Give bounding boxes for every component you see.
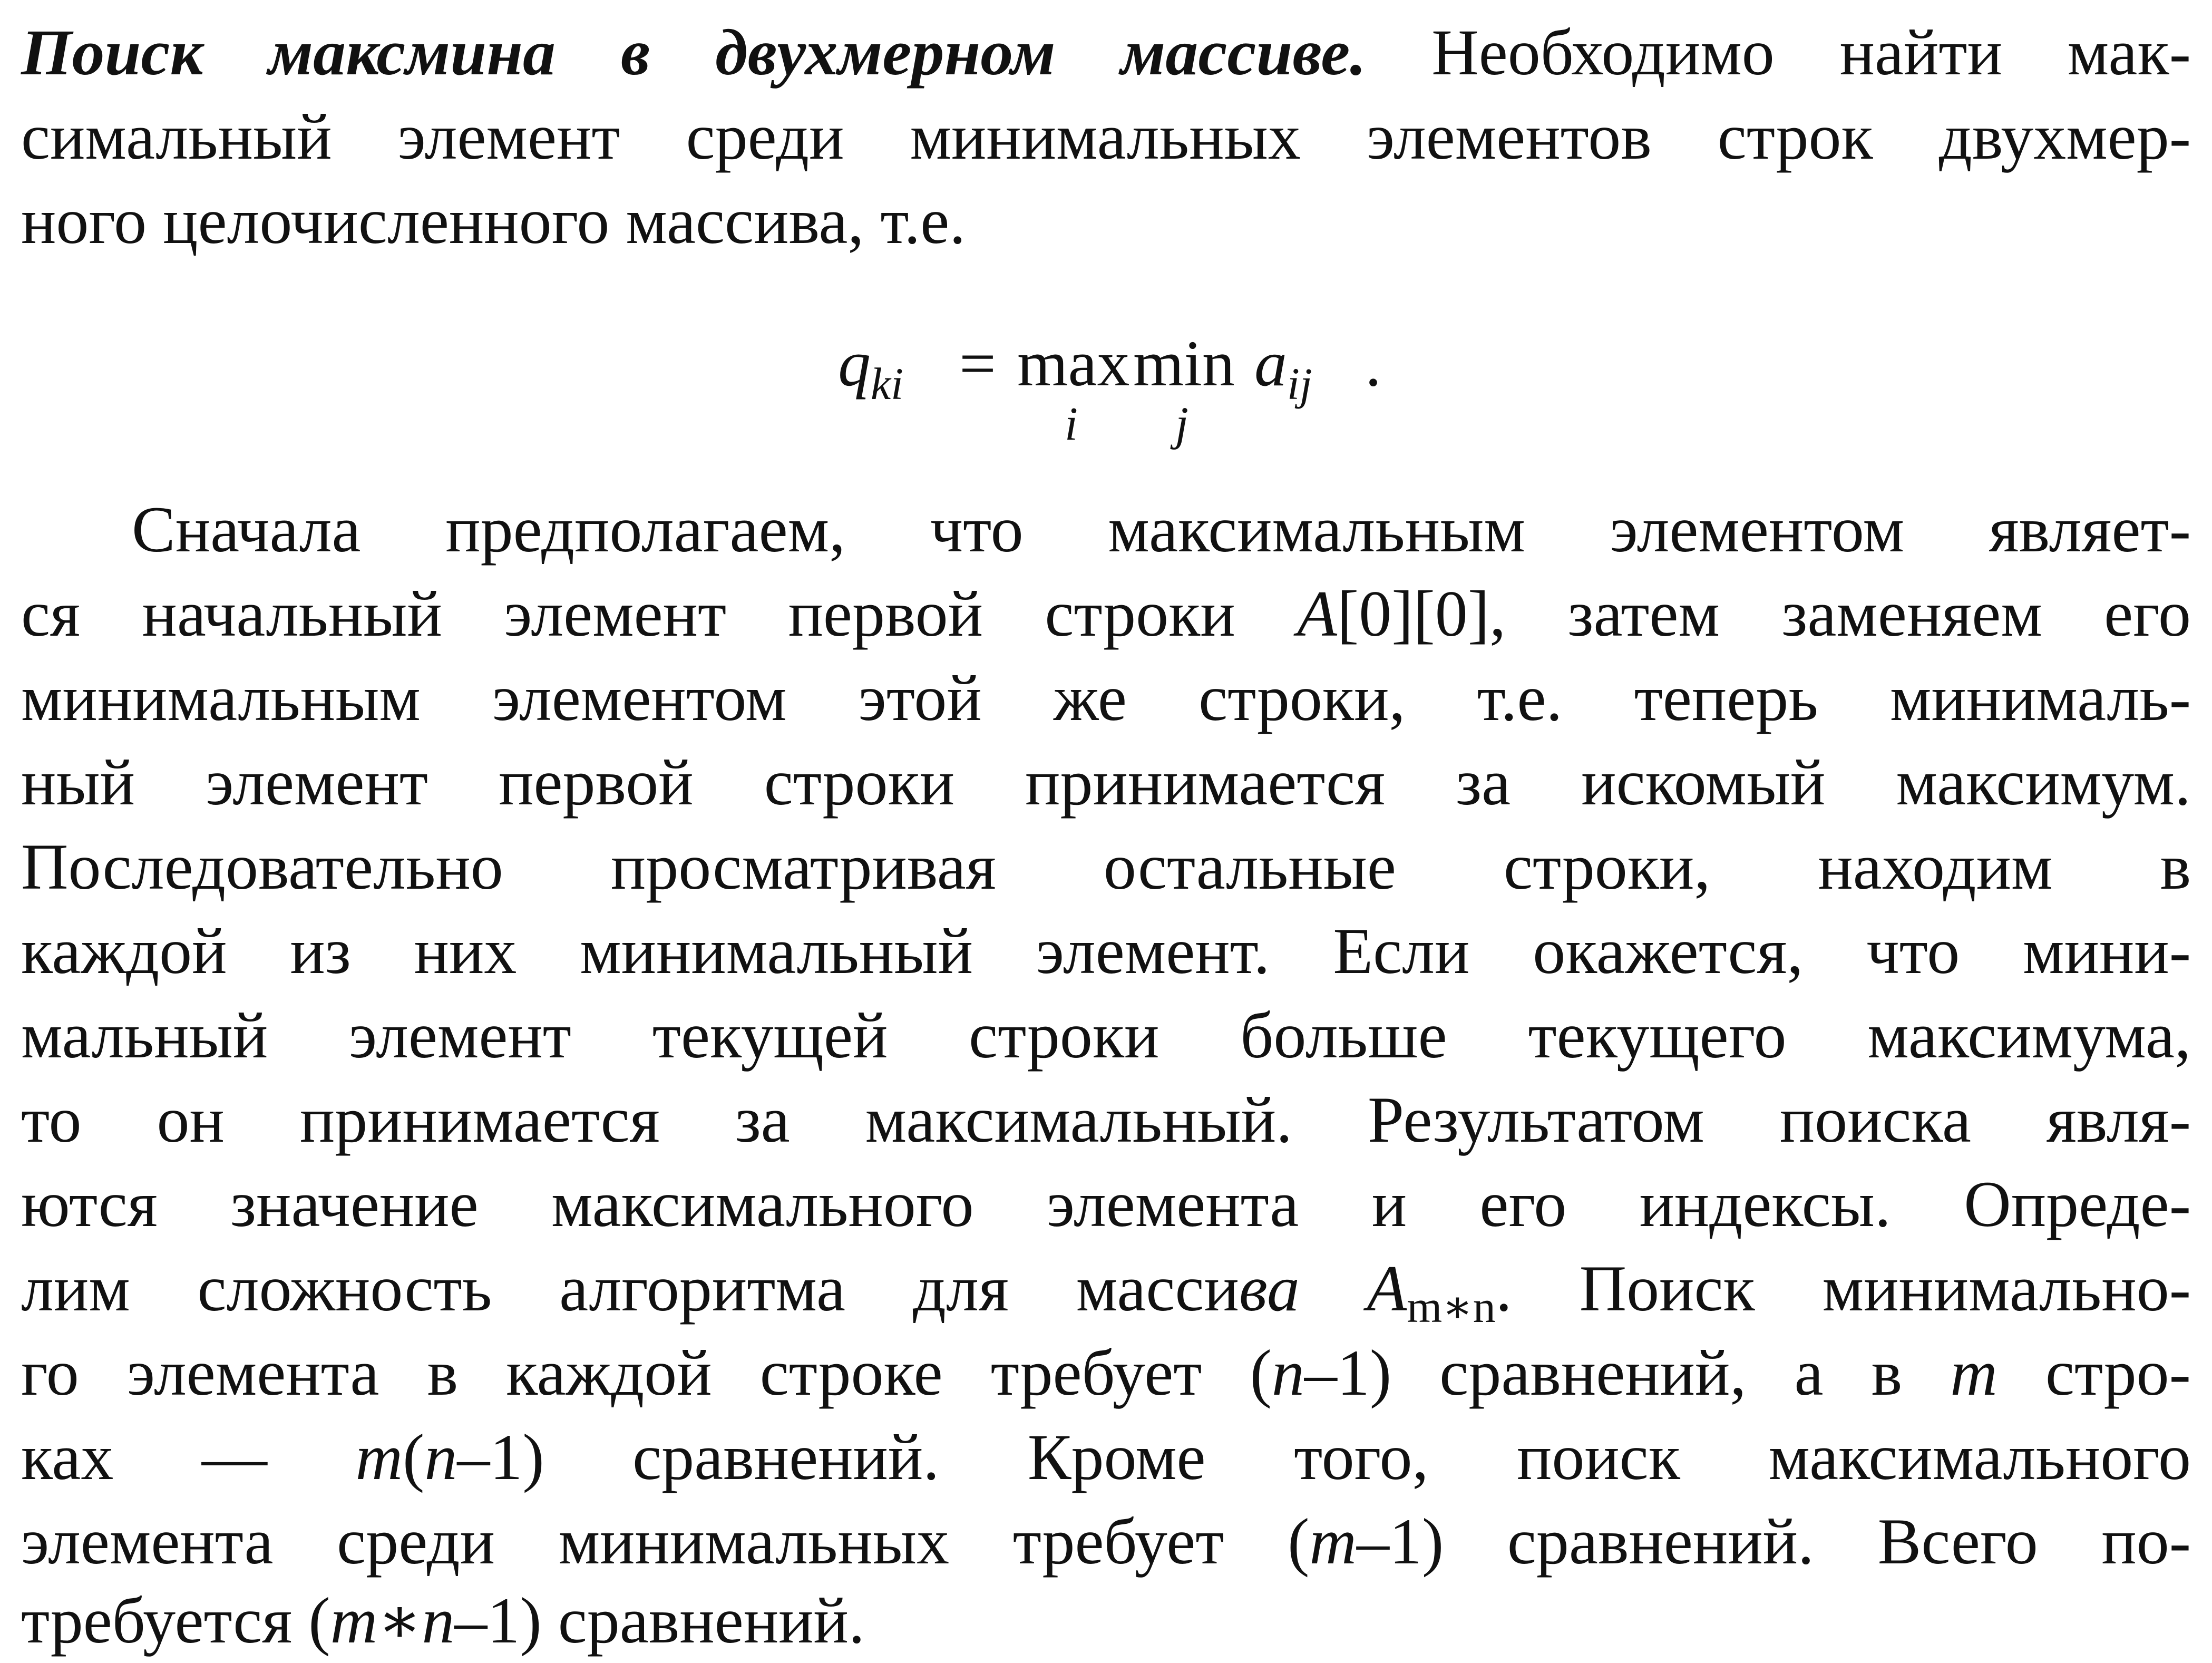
- var-m: m: [1309, 1505, 1357, 1578]
- paragraph-line-6: каждой из них минимальный элемент. Если окажется, что мини-: [21, 915, 2191, 987]
- maxmin-formula: [838, 322, 1418, 459]
- intro-line-3: ного целочисленного массива, т.е.: [21, 185, 966, 257]
- paragraph-line-12-a: ках —: [21, 1421, 356, 1493]
- paragraph-line-11-b: –1) сравнений, а в: [1304, 1337, 1951, 1409]
- var-mn: m∗n: [330, 1584, 455, 1657]
- paragraph-line-12: [21, 1415, 2191, 1500]
- formula-lhs: [838, 322, 903, 412]
- paragraph-line-13: [21, 1500, 2191, 1584]
- paragraph-line-10-b: . Поиск минимально-: [1495, 1252, 2191, 1325]
- formula-rhs-sub: ij: [1287, 358, 1312, 409]
- var-n: n: [1271, 1337, 1304, 1409]
- formula-min: min: [1133, 327, 1235, 400]
- paragraph-line-10: [21, 1247, 2191, 1331]
- paragraph-line-1: Сначала предполагаем, что максимальным элементом являет-: [132, 493, 2191, 566]
- formula-lhs-var: q: [838, 327, 871, 400]
- var-m: m: [355, 1421, 403, 1493]
- section-heading: Поиск максмина в двухмерном массиве.: [21, 16, 1367, 89]
- formula-max-index: i: [1065, 398, 1078, 450]
- paragraph-line-14-a: требуется (: [21, 1584, 330, 1657]
- formula-max: max: [1017, 327, 1130, 400]
- formula-end: .: [1365, 327, 1381, 400]
- paragraph-line-7: мальный элемент текущей строки больше текущего максимума,: [21, 999, 2191, 1072]
- paragraph-line-14: [21, 1579, 2191, 1663]
- formula-rhs-var: a: [1254, 327, 1287, 400]
- paragraph-line-11: [21, 1331, 2191, 1415]
- paragraph-line-4: ный элемент первой строки принимается за искомый максимум.: [21, 746, 2191, 819]
- paragraph-line-11-a: го элемента в каждой строке требует (: [21, 1337, 1272, 1409]
- matrix-var-a: A: [1297, 578, 1337, 650]
- intro-line-2: симальный элемент среди минимальных элементов строк двухмер-: [21, 101, 2191, 173]
- formula-min-index: j: [1175, 398, 1189, 450]
- paragraph-line-3: минимальным элементом этой же строки, т.е. теперь минималь-: [21, 662, 2191, 734]
- paragraph-line-10-a: лим сложность алгоритма для масси: [21, 1252, 1239, 1325]
- formula-lhs-sub: ki: [871, 358, 904, 409]
- paragraph-line-5: Последовательно просматривая остальные строки, находим в: [21, 831, 2191, 903]
- paragraph-line-2-a: ся начальный элемент первой строки: [21, 578, 1298, 650]
- formula-rhs: [1254, 322, 1312, 412]
- intro-line-1: [21, 11, 2191, 95]
- matrix-var-amn: ва A: [1239, 1252, 1407, 1325]
- var-n: n: [424, 1421, 457, 1493]
- paragraph-line-8: то он принимается за максимальный. Результатом поиска явля-: [21, 1084, 2191, 1156]
- paragraph-line-9: ются значение максимального элемента и его индексы. Опреде-: [21, 1168, 2191, 1240]
- paragraph-line-13-b: –1) сравнений. Всего по-: [1356, 1505, 2191, 1578]
- paragraph-line-14-b: –1) сравнений.: [454, 1584, 865, 1657]
- var-m: m: [1950, 1337, 1997, 1409]
- paragraph-line-11-c: стро-: [1997, 1337, 2191, 1409]
- paragraph-line-13-a: элемента среди минимальных требует (: [21, 1505, 1310, 1578]
- formula-equals: =: [959, 327, 996, 400]
- intro-line-1-text: Необходимо найти мак-: [1366, 16, 2191, 89]
- paragraph-line-2-b: [0][0], затем заменяем его: [1337, 578, 2191, 650]
- matrix-size-sub: m∗n: [1407, 1281, 1496, 1332]
- paragraph-line-2: [21, 572, 2191, 656]
- paragraph-line-12-c: –1) сравнений. Кроме того, поиск максимального: [457, 1421, 2191, 1493]
- paragraph-line-12-b: (: [403, 1421, 425, 1493]
